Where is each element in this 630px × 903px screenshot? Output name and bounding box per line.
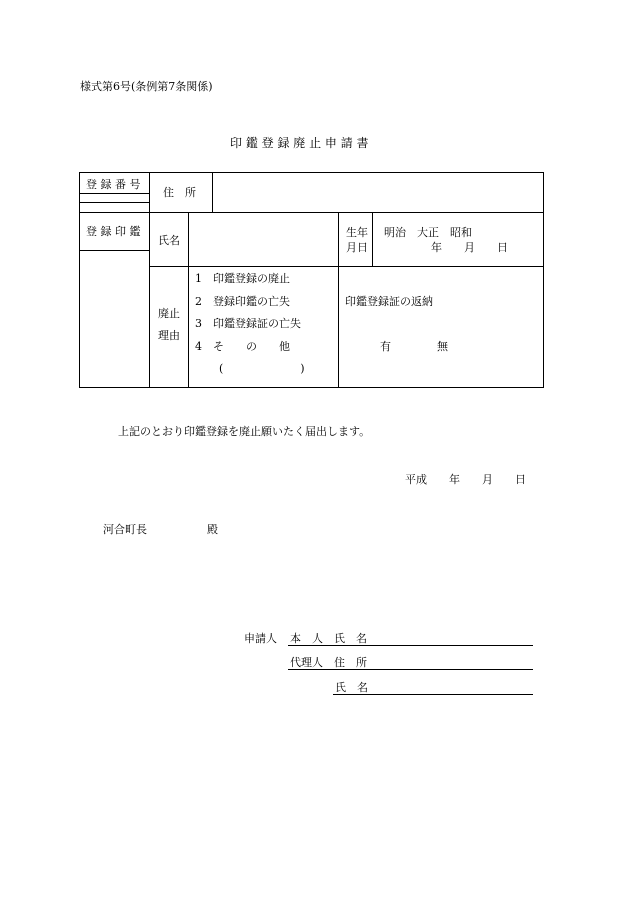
- era-options: 明治 大正 昭和: [384, 226, 472, 239]
- page-title: 印 鑑 登 録 廃 止 申 請 書: [230, 136, 369, 150]
- addressee: 河合町長: [103, 523, 147, 536]
- reason-label-2: 理由: [158, 329, 180, 342]
- reason-item-3: 3 印鑑登録証の亡失: [195, 317, 301, 330]
- reason-item-4: 4 そ の 他: [195, 340, 290, 353]
- applicant-label: 申請人: [244, 632, 277, 645]
- self-name-line: [288, 645, 533, 646]
- name-label: 氏名: [158, 234, 180, 247]
- reason-other-paren: ( ): [219, 362, 305, 375]
- reason-label-1: 廃止: [158, 307, 180, 320]
- statement: 上記のとおり印鑑登録を廃止願いたく届出します。: [118, 425, 371, 438]
- birth-date-units: 年 月 日: [431, 241, 508, 254]
- return-no: 無: [437, 340, 448, 353]
- honorific: 殿: [207, 523, 218, 536]
- form-number: 様式第6号(条例第7条関係): [80, 80, 213, 93]
- reg-number-label: 登 録 番 号: [86, 178, 141, 191]
- return-label: 印鑑登録証の返納: [345, 295, 433, 308]
- agent-address-line: [288, 669, 533, 670]
- address-label: 住 所: [163, 186, 196, 199]
- agent-name-line: [333, 694, 533, 695]
- return-yes: 有: [380, 340, 391, 353]
- self-name-label: 本 人 氏 名: [290, 632, 367, 645]
- submission-date: 平成 年 月 日: [405, 473, 526, 486]
- agent-name-label: 氏 名: [335, 681, 368, 694]
- birth-label-1: 生年: [346, 226, 368, 239]
- reg-seal-label: 登 録 印 鑑: [86, 225, 141, 238]
- reason-item-2: 2 登録印鑑の亡失: [195, 295, 290, 308]
- agent-address-label: 代理人 住 所: [290, 656, 367, 669]
- birth-label-2: 月日: [346, 241, 368, 254]
- reason-item-1: 1 印鑑登録の廃止: [195, 272, 290, 285]
